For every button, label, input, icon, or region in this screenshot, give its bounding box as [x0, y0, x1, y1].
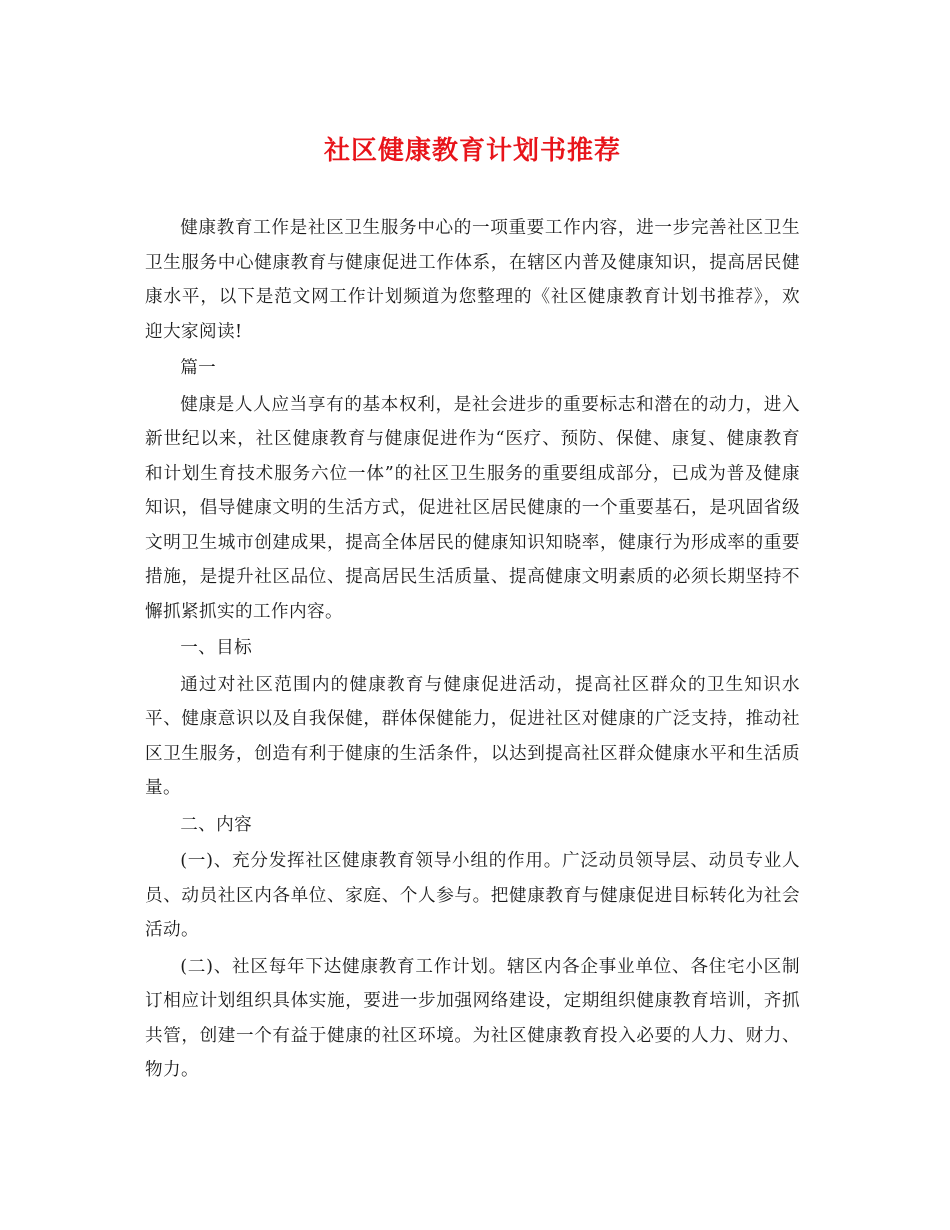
body-paragraph-background: 健康是人人应当享有的基本权利，是社会进步的重要标志和潜在的动力，进入新世纪以来，社区健康教育与健康促进作为“医疗、预防、保健、康复、健康教育和计划生育技术服务六位一体”的社区卫生服务的重要组成部分，已成为普及健康知识，倡导健康文明的生活方式，促进社区居民健康的一个重要基石，是巩固省级文明卫生城市创建成果，提高全体居民的健康知识知晓率，健康行为形成率的重要措施，是提升社区品位、提高居民生活质量、提高健康文明素质的必须长期坚持不懈抓紧抓实的工作内容。	[145, 394, 800, 622]
section-heading-content: 二、内容	[180, 814, 253, 835]
document-title: 社区健康教育计划书推荐	[323, 136, 621, 166]
section-heading-part-one: 篇一	[180, 358, 217, 378]
intro-paragraph: 健康教育工作是社区卫生服务中心的一项重要工作内容，进一步完善社区卫生卫生服务中心健康教育与健康促进工作体系，在辖区内普及健康知识，提高居民健康水平，以下是范文网工作计划频道为您整理的《社区健康教育计划书推荐》，欢迎大家阅读!	[145, 218, 800, 342]
section-heading-goals: 一、目标	[180, 638, 253, 658]
content-item-one: (一)、充分发挥社区健康教育领导小组的作用。广泛动员领导层、动员专业人员、动员社区内各单位、家庭、个人参与。把健康教育与健康促进目标转化为社会活动。	[145, 851, 800, 940]
content-item-two: (二)、社区每年下达健康教育工作计划。辖区内各企事业单位、各住宅小区制订相应计划组织具体实施，要进一步加强网络建设，定期组织健康教育培训，齐抓共管，创建一个有益于健康的社区环境。为社区健康教育投入必要的人力、财力、物力。	[145, 956, 800, 1080]
body-paragraph-goals: 通过对社区范围内的健康教育与健康促进活动，提高社区群众的卫生知识水平、健康意识以及自我保健，群体保健能力，促进社区对健康的广泛支持，推动社区卫生服务，创造有利于健康的生活条件，以达到提高社区群众健康水平和生活质量。	[145, 674, 800, 798]
